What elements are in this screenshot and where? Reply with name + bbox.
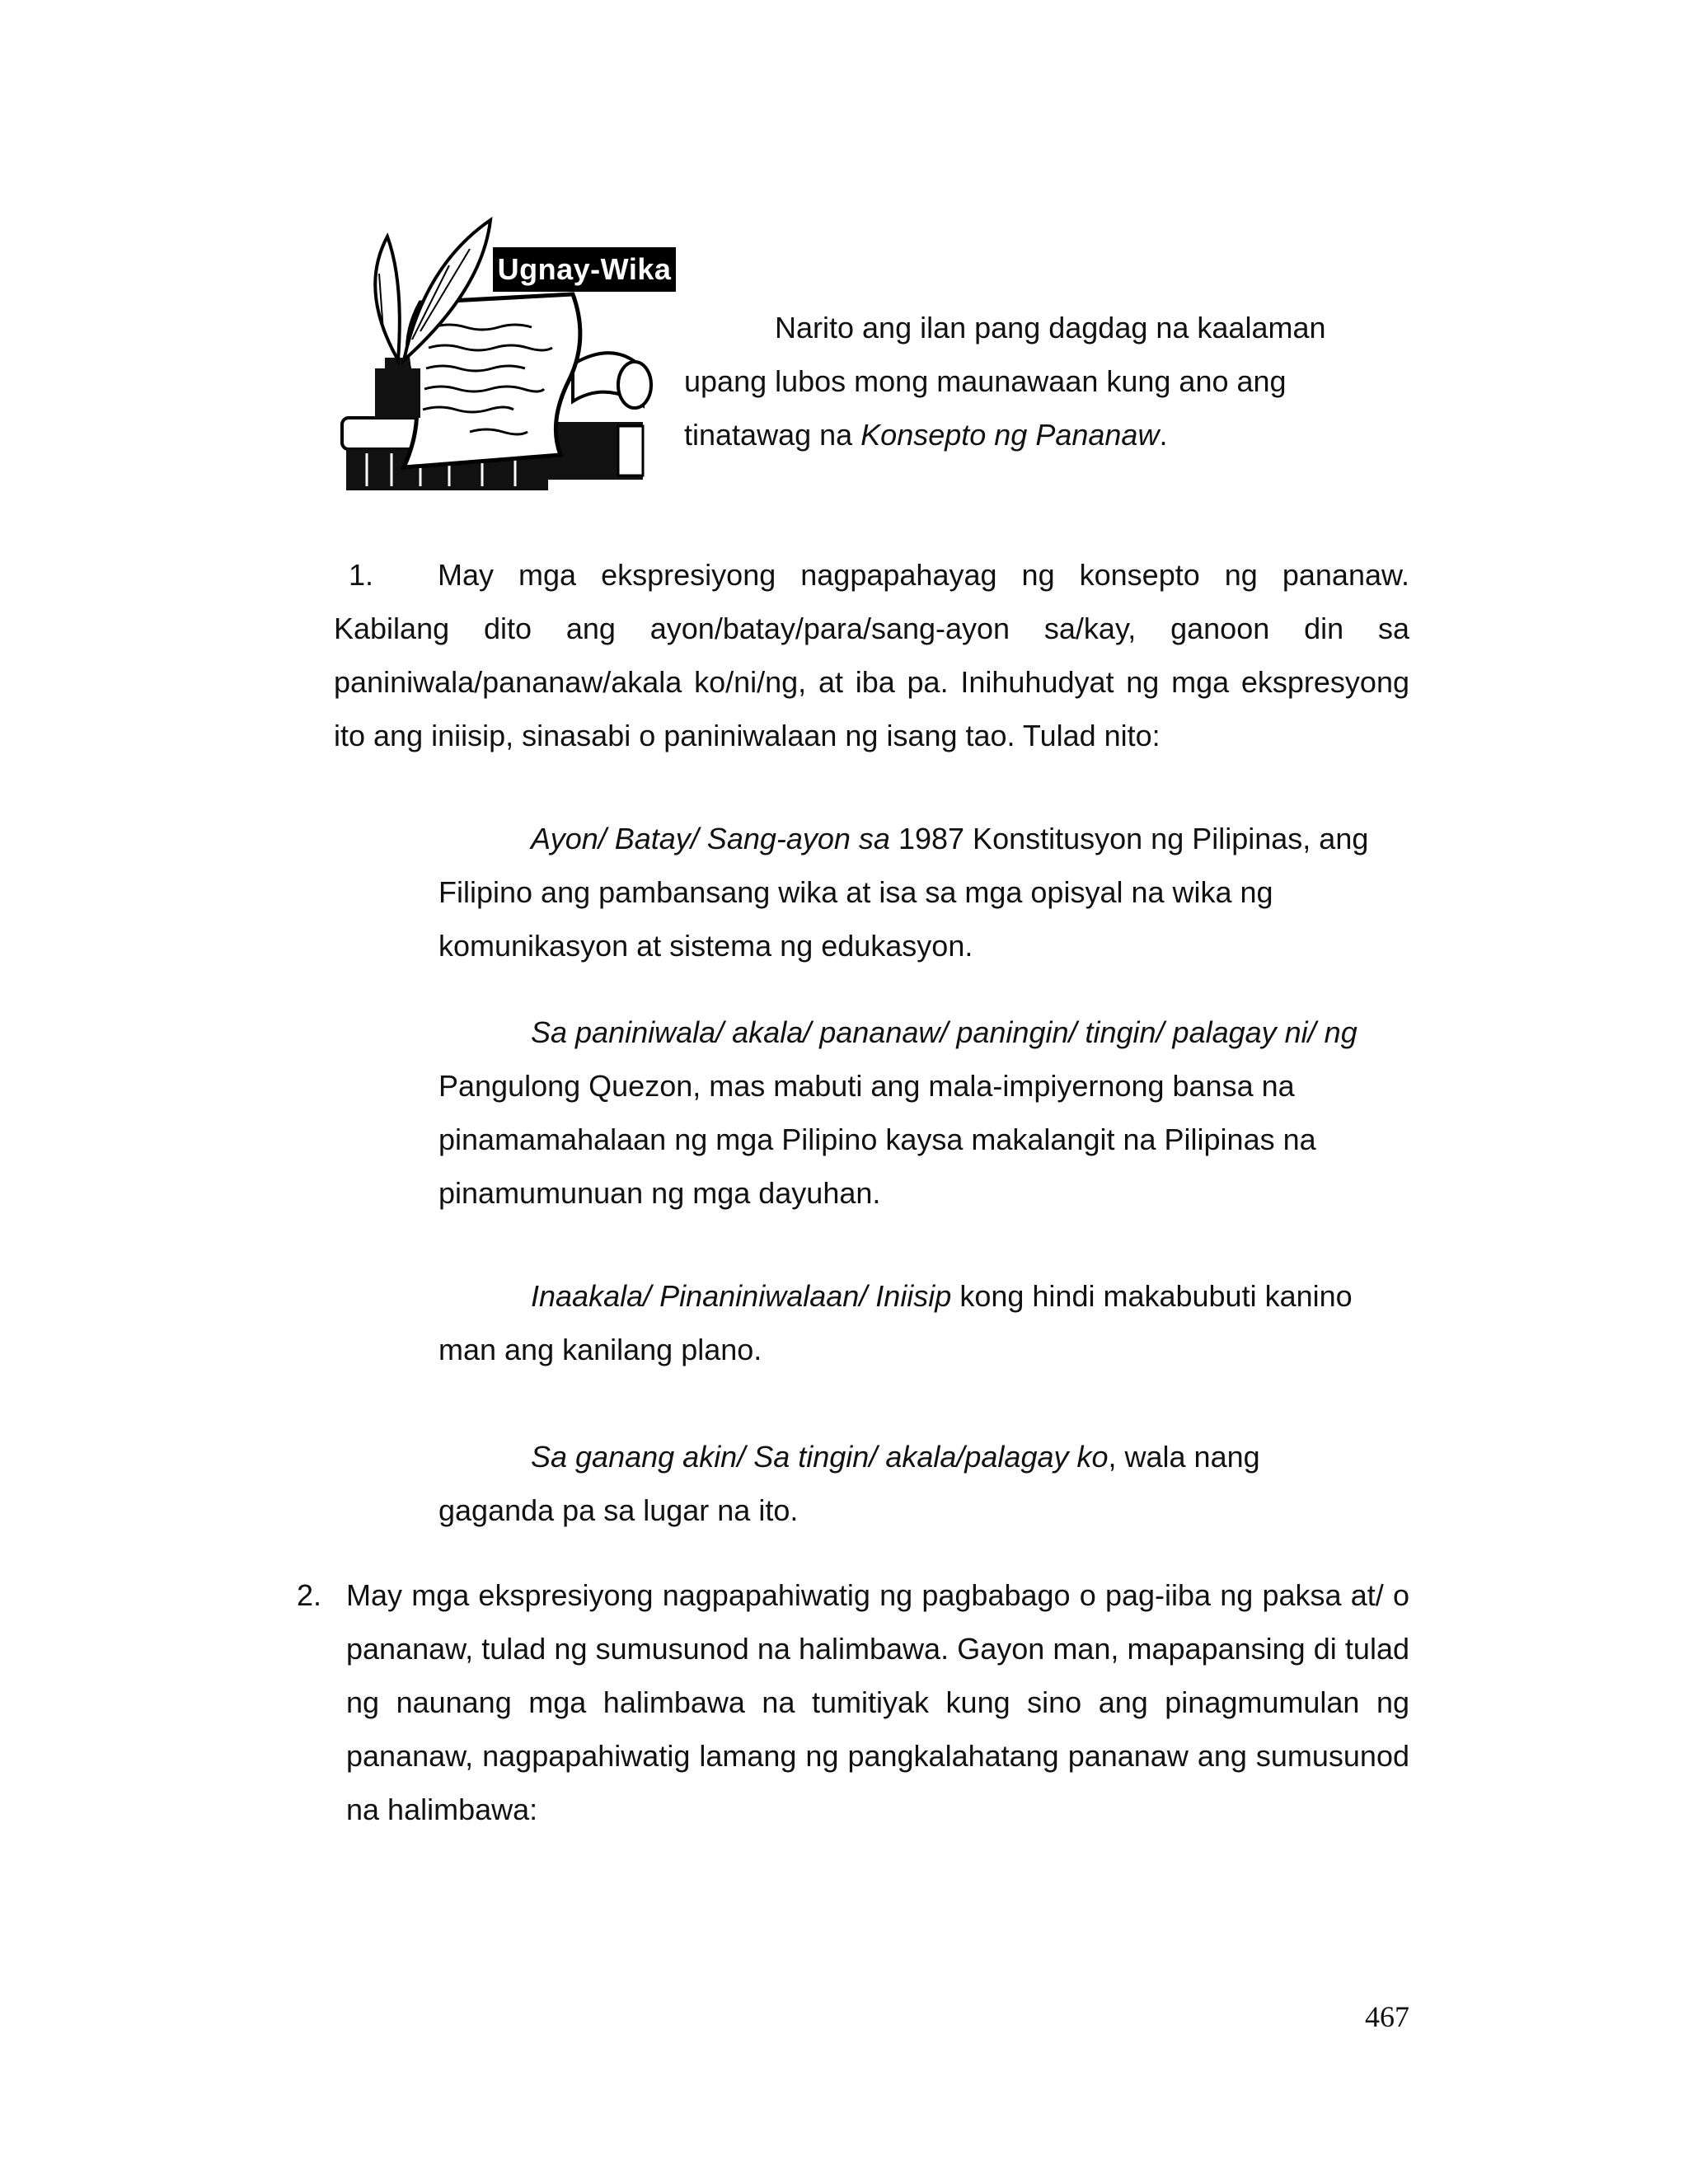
intro-term: Konsepto ng Pananaw [860, 418, 1160, 452]
example-expression: Sa paniniwala/ akala/ pananaw/ paningin/ tingin/ palagay ni/ ng [531, 1015, 1357, 1049]
example-4 [438, 1430, 1409, 1537]
example-first-line [438, 1269, 1409, 1323]
intro-line: Narito ang ilan pang dagdag na kaalaman [775, 311, 1326, 344]
example-text: 1987 Konstitusyon ng Pilipinas, ang [889, 822, 1369, 855]
example-3 [438, 1269, 1409, 1376]
list-item-2 [297, 1568, 1409, 1836]
example-expression: Ayon/ Batay/ Sang-ayon sa [531, 822, 890, 855]
example-expression: Sa ganang akin/ Sa tingin/ akala/palagay ko [531, 1440, 1109, 1474]
example-text: Filipino ang pambansang wika at isa sa mga opisyal na wika ng komunikasyon at sistema ng edukasyon. [438, 875, 1273, 963]
intro-text: tinatawag na [684, 418, 861, 452]
example-text: gaganda pa sa lugar na ito. [438, 1493, 799, 1527]
example-2 [438, 1005, 1409, 1220]
example-text: Pangulong Quezon, mas mabuti ang mala-impiyernong bansa na pinamamahalaan ng mga Pilipino kaysa makalangit na Pilipinas na pinamumunuan ng mga dayuhan. [438, 1069, 1316, 1210]
example-first-line [438, 1430, 1409, 1483]
example-text: kong hindi makabubuti kanino [951, 1279, 1353, 1313]
example-text: man ang kanilang plano. [438, 1333, 762, 1366]
example-text: , wala nang [1108, 1440, 1260, 1474]
example-first-line [438, 1005, 1409, 1059]
list-number: 2. [297, 1578, 322, 1612]
list-item-1-text [334, 548, 1409, 602]
list-item-1 [334, 548, 1409, 762]
example-1 [438, 812, 1409, 972]
intro-text: . [1159, 418, 1168, 452]
page-number: 467 [1365, 2000, 1409, 2033]
example-expression: Inaakala/ Pinaniniwalaan/ Iniisip [531, 1279, 952, 1313]
list-item-1-rest: Kabilang dito ang ayon/batay/para/sang-ayon sa/kay, ganoon din sa paniniwala/pananaw/akala ko/ni/ng, at iba pa. Inihuhudyat ng mga ekspresyong ito ang iniisip, sinasabi o paniniwalaan ng isang tao. Tulad nito: [334, 612, 1409, 752]
list-number: 1. [349, 558, 374, 592]
example-first-line [438, 812, 1409, 865]
intro-paragraph [684, 301, 1426, 462]
item1-lead: May mga ekspresiyong nagpapahayag ng konsepto ng pananaw. [438, 558, 1409, 592]
list-item-2-text: May mga ekspresiyong nagpapahiwatig ng pagbabago o pag-iiba ng paksa at/ o pananaw, tulad ng sumusunod na halimbawa. Gayon man, mapapansing di tulad ng naunang mga halimbawa na tumitiyak kung sino ang pinagmumulan ng pananaw, nagpapahiwatig lamang ng pangkalahatang pananaw ang sumusunod na halimbawa: [346, 1578, 1409, 1826]
section-badge: Ugnay-Wika [493, 247, 676, 292]
intro-line: upang lubos mong maunawaan kung ano ang [684, 364, 1287, 398]
intro-line [684, 408, 1426, 462]
